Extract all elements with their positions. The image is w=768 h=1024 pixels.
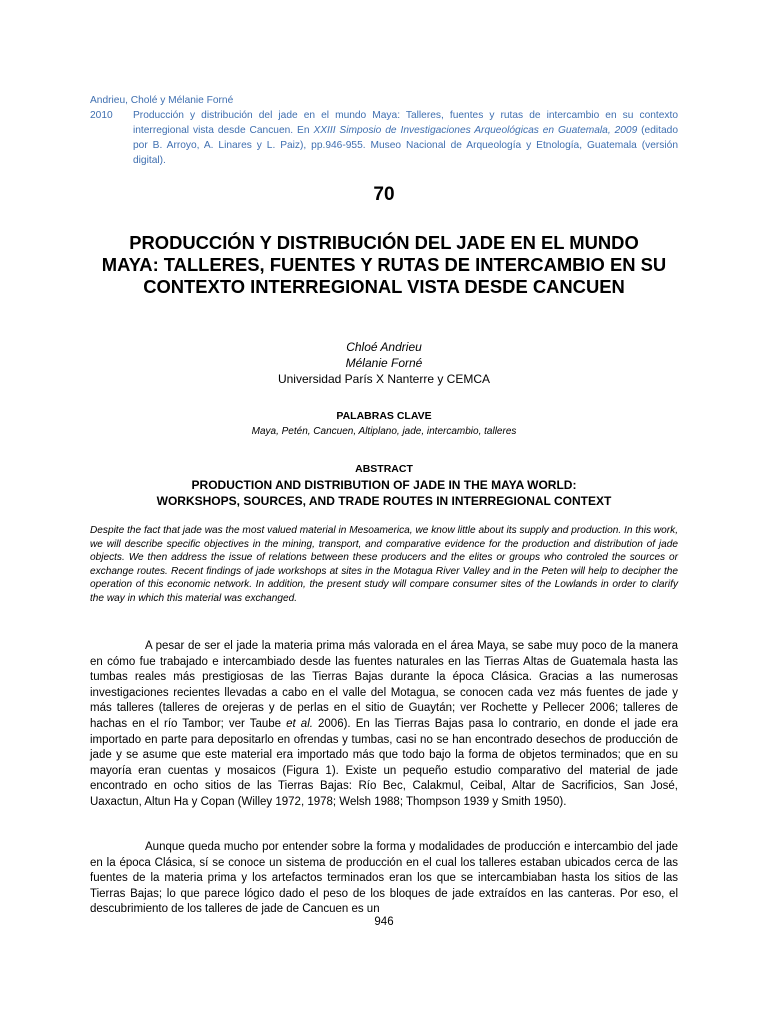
citation-text-part-2: (editado por B. Arroyo, A. Linares y L. Paiz), pp.946-955. Museo Nacional de Arqueología y Etnología, Guatemala (versión digital). bbox=[133, 125, 678, 166]
citation-proceedings-title: XXIII Simposio de Investigaciones Arqueológicas en Guatemala, 2009 bbox=[313, 125, 638, 136]
page-number: 946 bbox=[374, 916, 394, 928]
abstract-title bbox=[0, 477, 768, 509]
paragraph-text: A pesar de ser el jade la materia prima más valorada en el área Maya, se sabe muy poco de la manera en cómo fue trabajado e intercambiado desde las fuentes naturales en las Tierras Altas de Guatemala hasta las tumbas reales más prestigiosas de las Tierras Bajas durante la época Clásica. Gracias a las numerosas investigaciones recientes llevadas a cabo en el valle del Motagua, se conocen cada vez más fuentes de jade y más talleres (talleres de orejeras y de perlas en el sitio de Guaytán; ver Rochette y Pellecer 2006; talleres de hachas en el río Tambor; ver Taube bbox=[90, 640, 678, 730]
author-name: Mélanie Forné bbox=[345, 356, 423, 370]
author-name: Chloé Andrieu bbox=[346, 340, 422, 354]
author-block bbox=[0, 339, 768, 387]
author-affiliation: Universidad París X Nanterre y CEMCA bbox=[277, 372, 491, 386]
paragraph-text: 2006). En las Tierras Bajas pasa lo contrario, en donde el jade era importado en parte para depositarlo en ofrendas y tumbas, casi no se han encontrado desechos de producción de jade y se asume que este material era importado más que todo bajo la forma de objetos terminados; que en su mayoría eran cuentas y mosaicos (Figura 1). Existe un pequeño estudio comparativo del material de jade encontrado en ocho sitios de las Tierras Bajas: Río Bec, Calakmul, Ceibal, Altar de Sacrificios, San José, Uaxactun, Altun Ha y Copan (Willey 1972, 1978; Welsh 1988; Thompson 1939 y Smith 1950). bbox=[90, 717, 679, 808]
paragraph-italic-text: et al. bbox=[286, 717, 313, 730]
chapter-number: 70 bbox=[373, 184, 395, 205]
citation-authors: Andrieu, Cholé y Mélanie Forné bbox=[90, 95, 234, 106]
citation-reference bbox=[133, 108, 678, 168]
keywords-list: Maya, Petén, Cancuen, Altiplano, jade, intercambio, talleres bbox=[251, 426, 517, 437]
body-paragraph bbox=[90, 639, 678, 811]
citation-entry bbox=[90, 108, 678, 168]
abstract-heading: ABSTRACT bbox=[355, 463, 413, 475]
citation-text-part-1: Producción y distribución del jade en el mundo Maya: Talleres, fuentes y rutas de intercambio en su contexto interregional vista desde Cancuen. En bbox=[133, 110, 678, 136]
abstract-body: Despite the fact that jade was the most valued material in Mesoamerica, we know little about its supply and production. In this work, we will describe specific objectives in the mining, transport, and comparative evidence for the production and distribution of jade objects. We then address the issue of relations between these producers and the elites or groups who controled the sources or exchange routes. Recent findings of jade workshops at sites in the Motagua River Valley and in the Peten will help to decipher the operation of this economic network. In addition, the present study will compare consumer sites of the Lowlands in order to clarify the way in which this material was exchanged. bbox=[90, 525, 678, 604]
abstract-title-line: PRODUCTION AND DISTRIBUTION OF JADE IN THE MAYA WORLD: bbox=[191, 478, 577, 492]
citation-block bbox=[90, 93, 678, 168]
paragraph-text: Aunque queda mucho por entender sobre la forma y modalidades de producción e intercambio del jade en la época Clásica, sí se conoce un sistema de producción en el cual los talleres estaban ubicados cerca de las fuentes de la materia prima y los artefactos terminados eran los que se intercambiaban hasta los sitios de las Tierras Bajas; lo que parece lógico dado el peso de los bloques de jade extraídos en las canteras. Por eso, el descubrimiento de los talleres de jade de Cancuen es un bbox=[90, 841, 678, 916]
body-paragraph bbox=[90, 840, 678, 918]
abstract-title-line: WORKSHOPS, SOURCES, AND TRADE ROUTES IN INTERREGIONAL CONTEXT bbox=[156, 494, 612, 508]
keywords-heading: PALABRAS CLAVE bbox=[336, 410, 432, 422]
citation-year: 2010 bbox=[90, 110, 113, 121]
paper-title: PRODUCCIÓN Y DISTRIBUCIÓN DEL JADE EN EL MUNDO MAYA: TALLERES, FUENTES Y RUTAS DE INTERCAMBIO EN SU CONTEXTO INTERREGIONAL VISTA DESDE CANCUEN bbox=[101, 232, 667, 297]
